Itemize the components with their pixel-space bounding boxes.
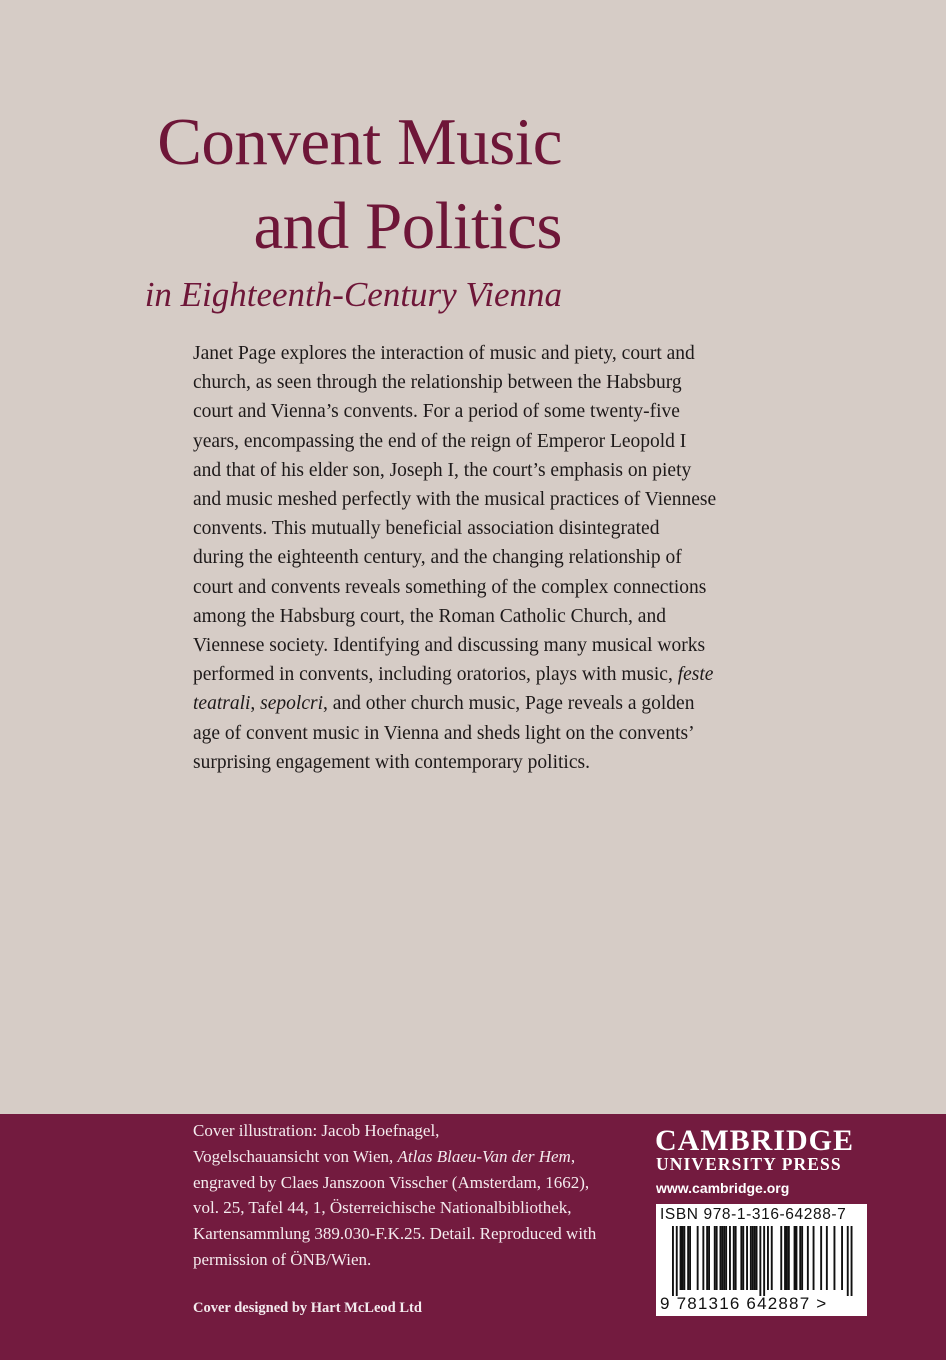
subtitle: in Eighteenth-Century Vienna [144, 275, 562, 314]
barcode-bar [759, 1226, 761, 1296]
barcode-bar [721, 1226, 723, 1290]
blurb [193, 339, 773, 777]
publisher-website: www.cambridge.org [656, 1180, 790, 1196]
barcode-bar [796, 1226, 798, 1290]
barcode-bar [763, 1226, 765, 1296]
blurb-italic: teatrali [193, 693, 251, 715]
blurb-line: convents. This mutually beneficial association disintegrated [193, 518, 660, 540]
blurb-italic: sepolcri [260, 693, 323, 715]
title-line-2: and Politics [253, 189, 562, 263]
barcode-bar [742, 1226, 744, 1290]
barcode-bar [851, 1226, 853, 1296]
blurb-text: , [250, 693, 261, 715]
barcode-bar [807, 1226, 809, 1290]
publisher-logo-subname: UNIVERSITY PRESS [656, 1154, 842, 1174]
blurb-text: performed in convents, including oratorios, plays with music, [193, 664, 678, 686]
publisher-logo-name: CAMBRIDGE [655, 1124, 855, 1157]
barcode-bar [820, 1226, 822, 1290]
blurb-line: and that of his elder son, Joseph I, the court’s emphasis on piety [193, 459, 692, 481]
barcode-bar [752, 1226, 754, 1290]
blurb-line: court and Vienna’s convents. For a period of some twenty-five [193, 401, 680, 423]
barcode-bar [750, 1226, 752, 1290]
blurb-line: Janet Page explores the interaction of music and piety, court and [193, 343, 695, 364]
blurb-line: court and convents reveals something of the complex connections [193, 576, 707, 598]
credit-line [193, 1144, 633, 1170]
credit-line: permission of ÖNB/Wien. [193, 1249, 372, 1269]
barcode-bars [660, 1226, 863, 1296]
barcode-bar [826, 1226, 828, 1290]
barcode-bar [801, 1226, 803, 1290]
credit-line: Kartensammlung 389.030-F.K.25. Detail. Reproduced with [193, 1224, 597, 1244]
blurb-line: and music meshed perfectly with the musical practices of Viennese [193, 489, 717, 511]
blurb-line: Viennese society. Identifying and discussing many musical works [193, 635, 706, 657]
barcode-bar [771, 1226, 773, 1290]
credit-line: Cover illustration: Jacob Hoefnagel, [193, 1121, 440, 1140]
barcode-bar [689, 1226, 691, 1290]
isbn-label: ISBN 978-1-316-64288-7 [660, 1206, 847, 1223]
cover-credit [193, 1118, 633, 1273]
barcode-bar [794, 1226, 796, 1290]
barcode-bar [725, 1226, 727, 1290]
credit-text: Vogelschauansicht von Wien, [193, 1146, 398, 1166]
credit-text: , [570, 1146, 576, 1166]
barcode-bar [706, 1226, 708, 1290]
title-block [70, 100, 562, 316]
barcode-bar [847, 1226, 849, 1296]
designer-credit: Cover designed by Hart McLeod Ltd [193, 1300, 422, 1316]
barcode-bar [702, 1226, 704, 1290]
barcode-bar [672, 1226, 674, 1296]
barcode-bar [720, 1226, 722, 1290]
barcode-bar [767, 1226, 769, 1290]
barcode-bar [687, 1226, 689, 1290]
barcode-bar [708, 1226, 710, 1290]
barcode-bar [780, 1226, 782, 1290]
barcode-bar [723, 1226, 725, 1290]
credit-line: vol. 25, Tafel 44, 1, Österreichische Nationalbibliothek, [193, 1198, 572, 1218]
blurb-line: age of convent music in Vienna and sheds light on the convents’ [193, 722, 695, 744]
title-line-1: Convent Music [157, 105, 562, 179]
barcode-bar [733, 1226, 735, 1290]
barcode-bar [697, 1226, 699, 1290]
barcode-bar [680, 1226, 682, 1290]
barcode-bar [716, 1226, 718, 1290]
blurb-line: church, as seen through the relationship between the Habsburg [193, 372, 682, 394]
barcode-bar [784, 1226, 786, 1290]
barcode-bar [754, 1226, 756, 1290]
blurb-line: surprising engagement with contemporary politics. [193, 751, 590, 773]
blurb-text: , and other church music, Page reveals a golden [323, 693, 695, 715]
blurb-line: years, encompassing the end of the reign of Emperor Leopold I [193, 430, 687, 452]
blurb-italic: feste [677, 664, 714, 686]
blurb-line: during the eighteenth century, and the changing relationship of [193, 547, 682, 569]
blurb-line: among the Habsburg court, the Roman Catholic Church, and [193, 605, 666, 627]
barcode-bar [714, 1226, 716, 1290]
barcode-bar [735, 1226, 737, 1290]
barcode-bar [740, 1226, 742, 1290]
barcode-bar [729, 1226, 731, 1290]
barcode-bar [682, 1226, 684, 1290]
barcode-bar [813, 1226, 815, 1290]
barcode-bar [683, 1226, 685, 1290]
barcode-bar [756, 1226, 758, 1290]
blurb-line [193, 689, 773, 718]
barcode-bar [746, 1226, 748, 1290]
barcode-bar [788, 1226, 790, 1290]
barcode-digits: 9 781316 642887 > [660, 1294, 828, 1313]
blurb-line [193, 660, 773, 689]
barcode-bar [676, 1226, 678, 1296]
barcode-panel [656, 1204, 867, 1316]
credit-line: engraved by Claes Janszoon Visscher (Amsterdam, 1662), [193, 1172, 590, 1192]
barcode-bar [834, 1226, 836, 1290]
barcode-bar [799, 1226, 801, 1290]
barcode-bar [786, 1226, 788, 1290]
barcode-bar [841, 1226, 843, 1290]
credit-italic: Atlas Blaeu-Van der Hem [397, 1146, 571, 1166]
